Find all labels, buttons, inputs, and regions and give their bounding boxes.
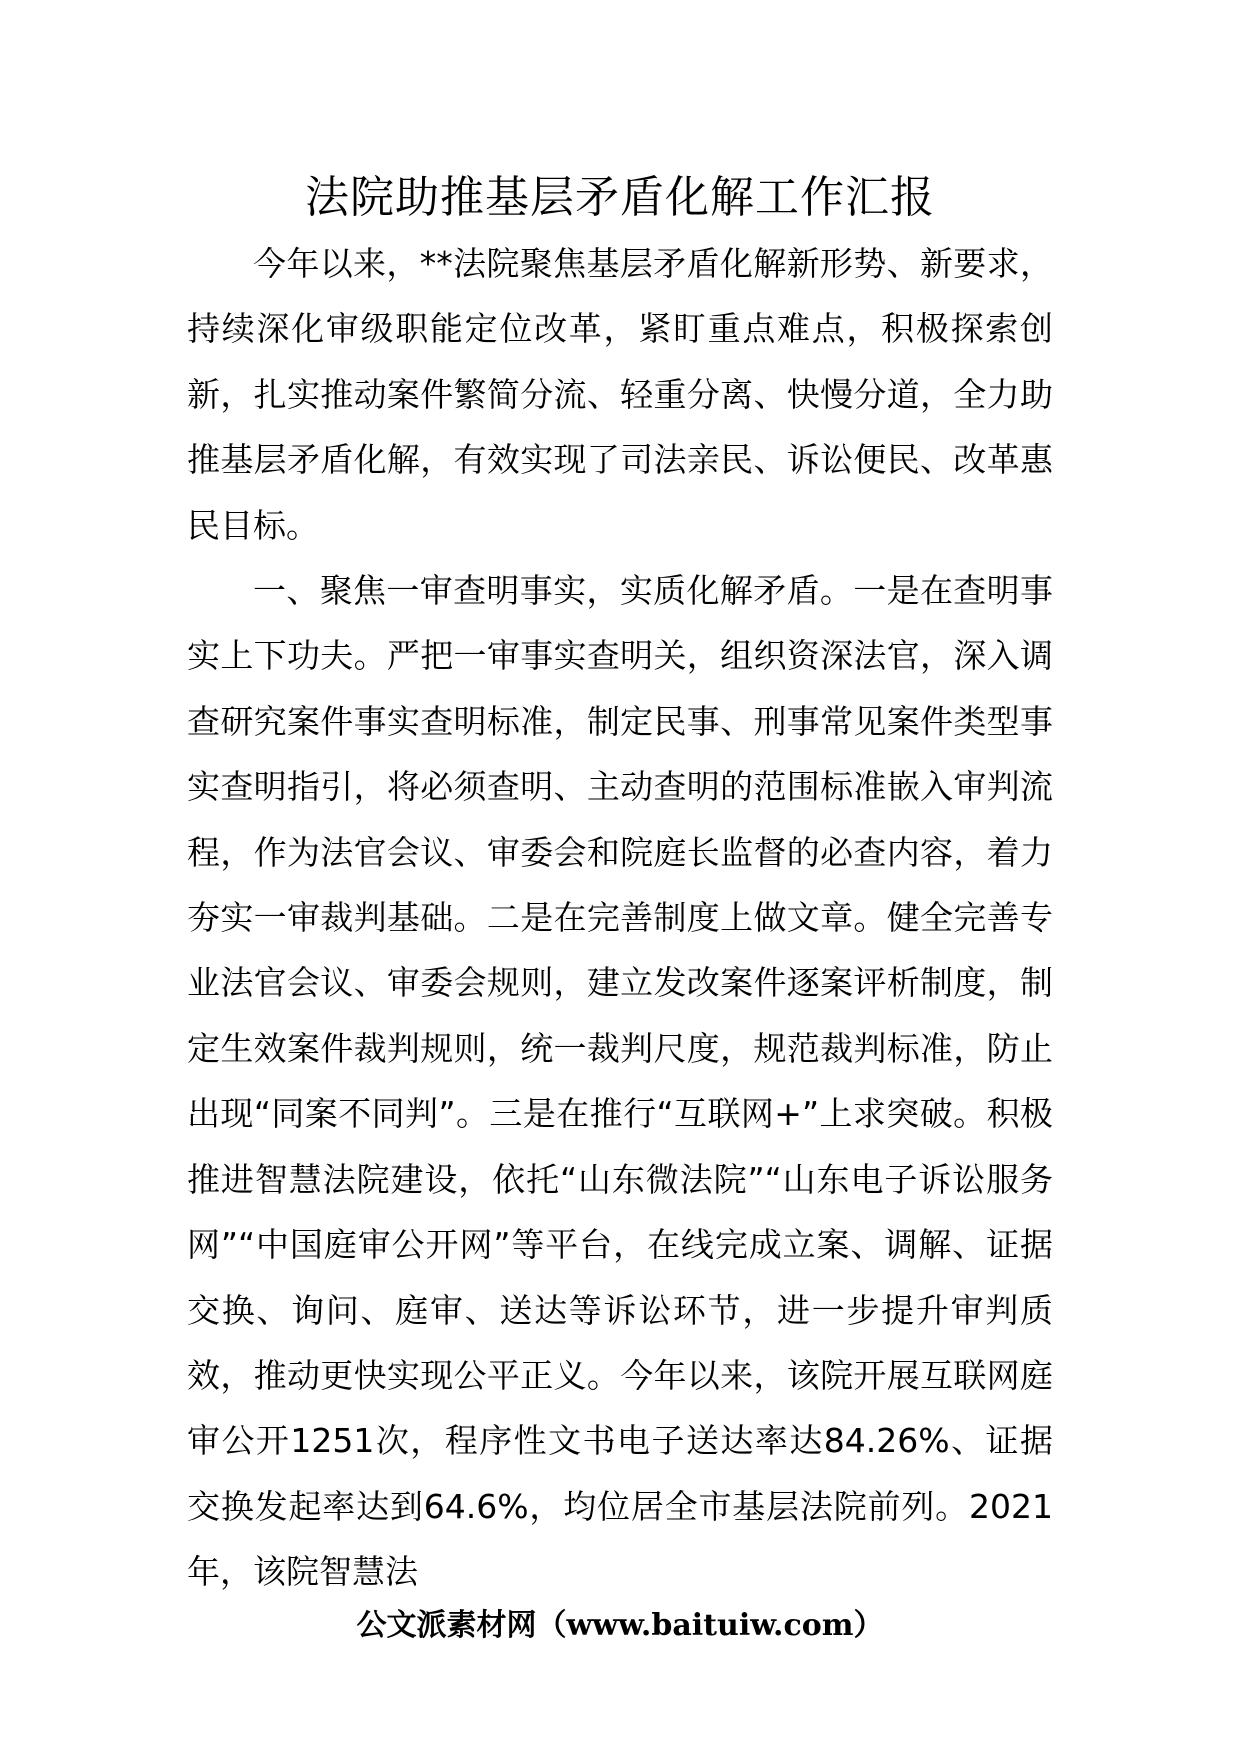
footer-watermark: 公文派素材网（www.baituiw.com） (356, 1608, 884, 1643)
document-title: 法院助推基层矛盾化解工作汇报 (305, 172, 935, 223)
document-body (187, 231, 1053, 1605)
paragraph-intro: 今年以来，**法院聚焦基层矛盾化解新形势、新要求，持续深化审级职能定位改革，紧盯重点难点，积极探索创新，扎实推动案件繁简分流、轻重分离、快慢分道，全力助推基层矛盾化解，有效实现了司法亲民、诉讼便民、改革惠民目标。 (187, 244, 1053, 545)
paragraph-section-one: 一、聚焦一审查明事实，实质化解矛盾。一是在查明事实上下功夫。严把一审事实查明关，组织资深法官，深入调查研究案件事实查明标准，制定民事、刑事常见案件类型事实查明指引，将必须查明、主动查明的范围标准嵌入审判流程，作为法官会议、审委会和院庭长监督的必查内容，着力夯实一审裁判基础。二是在完善制度上做文章。健全完善专业法官会议、审委会规则，建立发改案件逐案评析制度，制定生效案件裁判规则，统一裁判尺度，规范裁判标准，防止出现“同案不同判”。三是在推行“互联网+”上求突破。积极推进智慧法院建设，依托“山东微法院”“山东电子诉讼服务网”“中国庭审公开网”等平台，在线完成立案、调解、证据交换、询问、庭审、送达等诉讼环节，进一步提升审判质效，推动更快实现公平正义。今年以来，该院开展互联网庭审公开1251次，程序性文书电子送达率达84.26%、证据交换发起率达到64.6%，均位居全市基层法院前列。2021年，该院智慧法 (187, 571, 1053, 1592)
